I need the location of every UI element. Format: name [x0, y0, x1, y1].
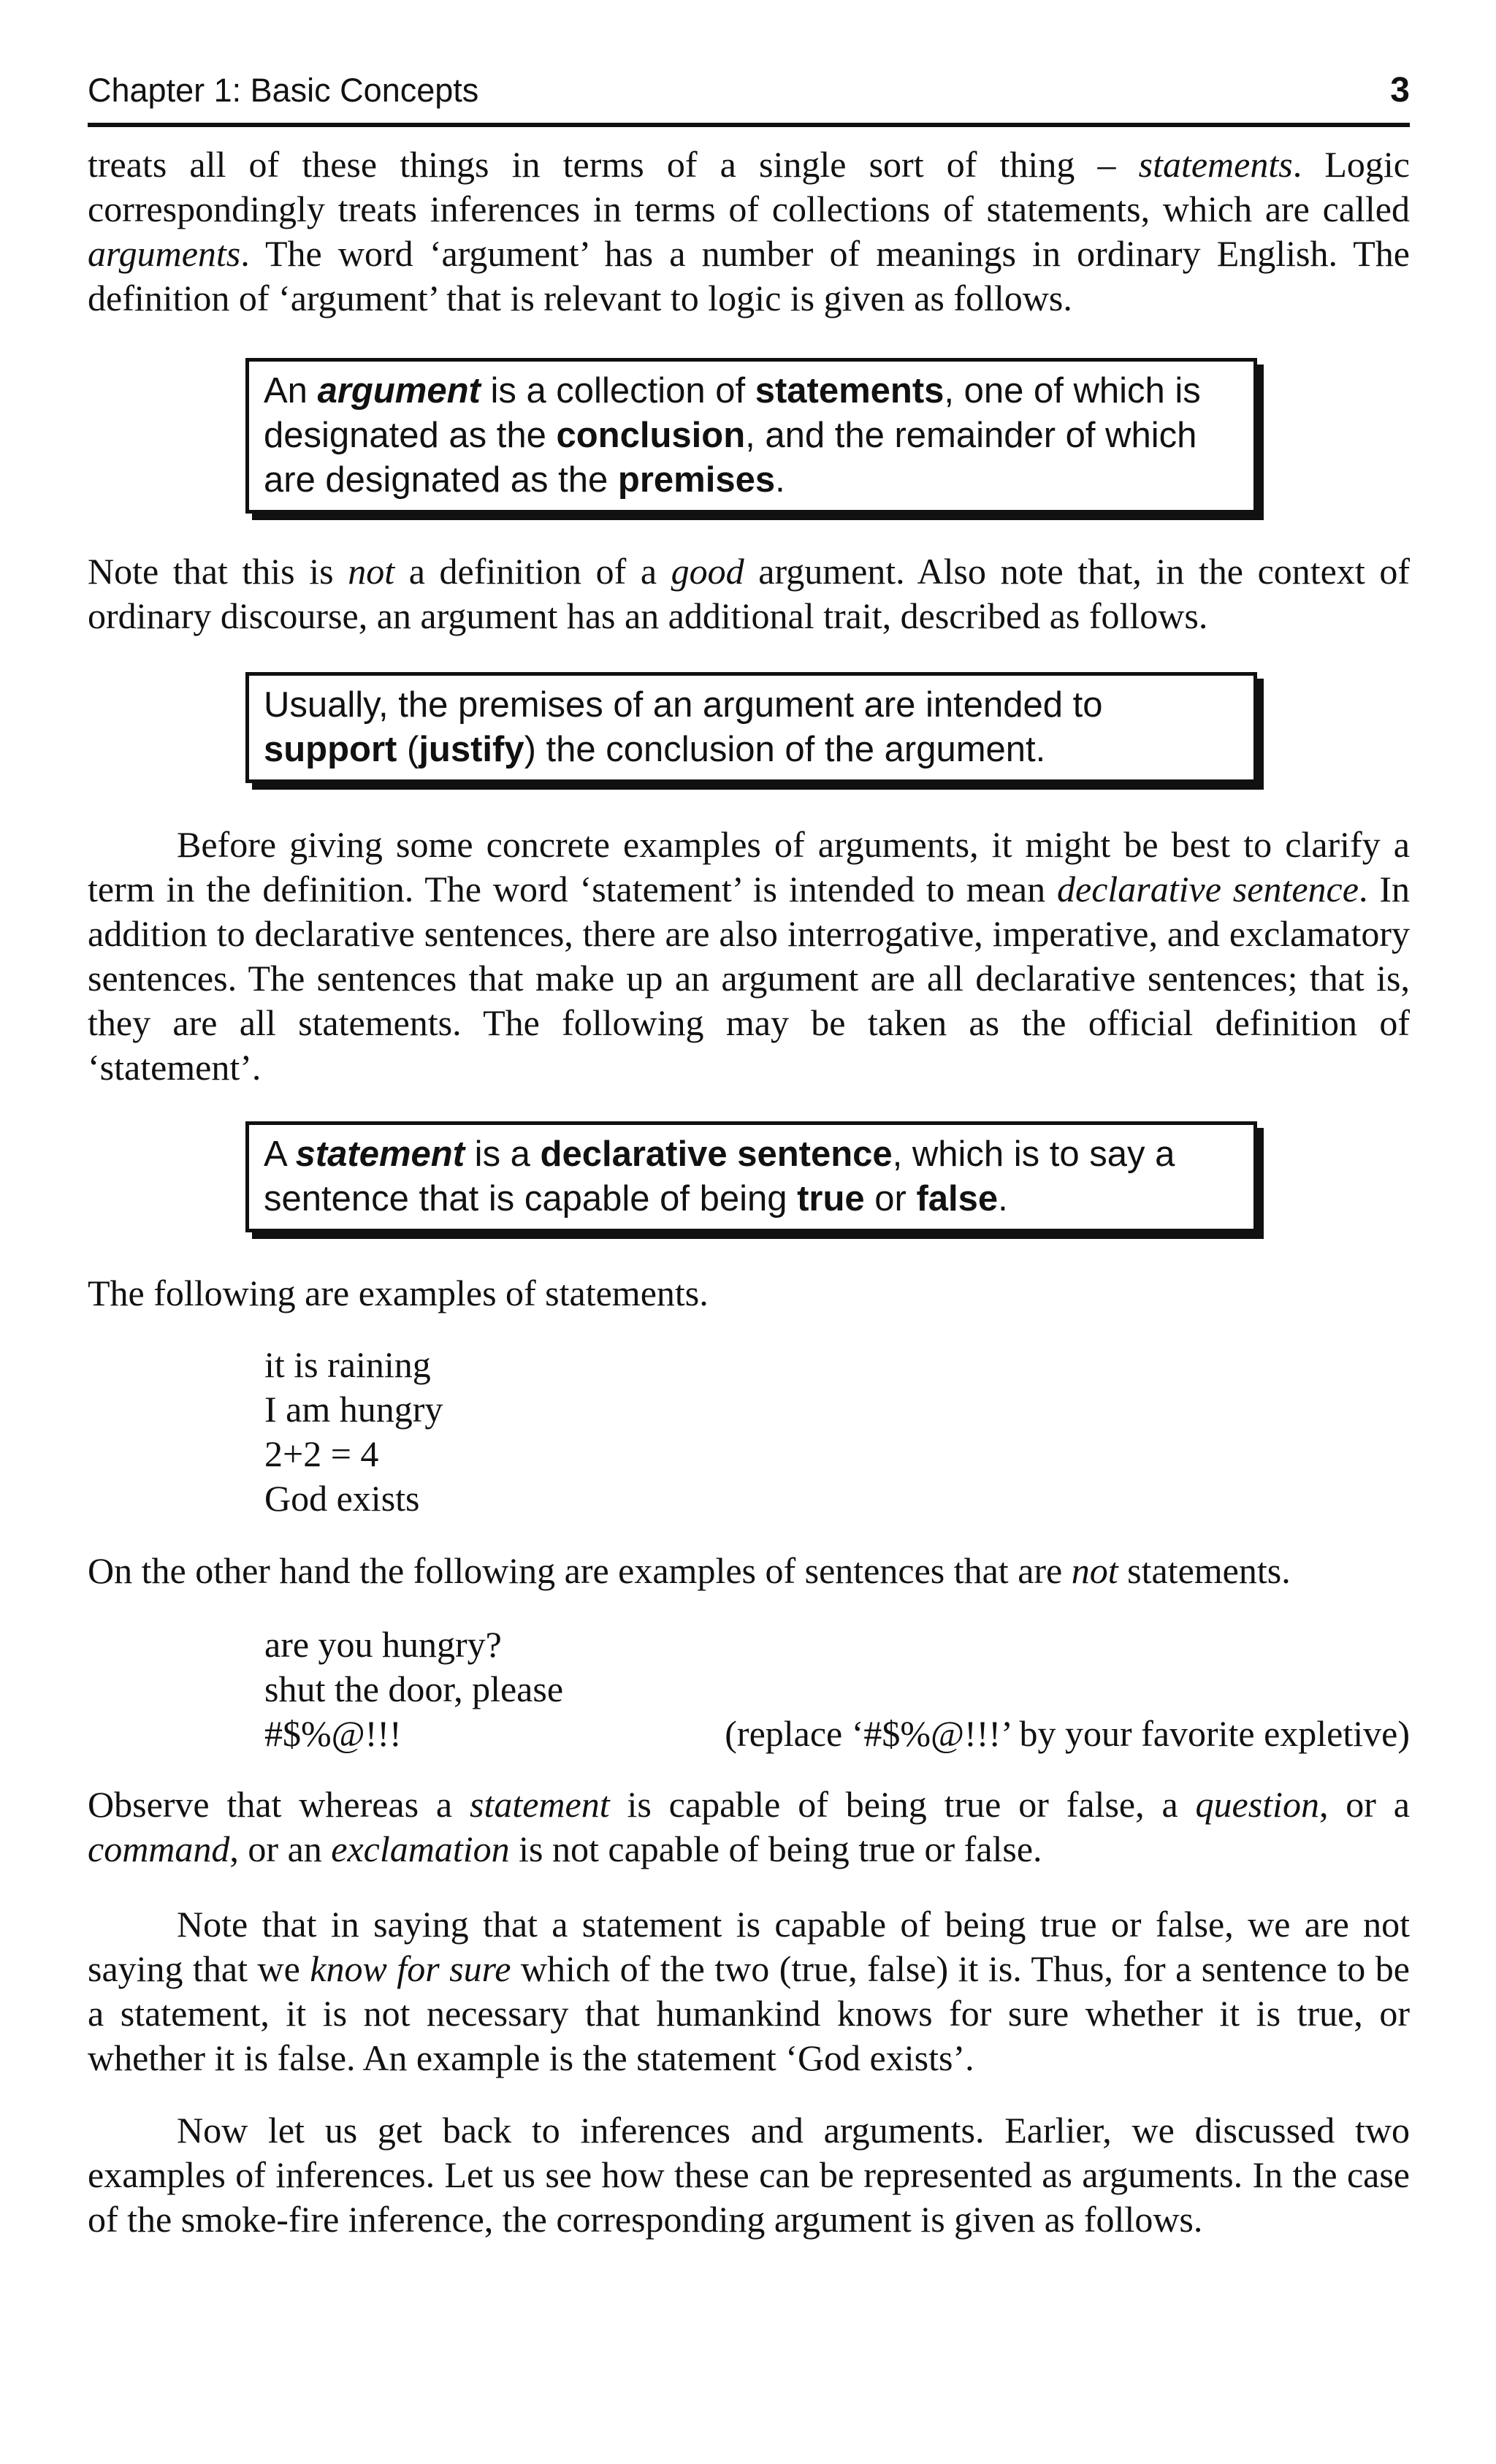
list-item: God exists [264, 1478, 420, 1519]
paragraph-2: Note that this is not a definition of a good argument. Also note that, in the context of ordinary discourse, an argument has an additional trait, described as follows. [88, 551, 1411, 636]
list-item: shut the door, please [264, 1668, 564, 1709]
list-item: 2+2 = 4 [264, 1433, 379, 1474]
definition-box-argument: An argument is a collection of statements, one of which is designated as the conclusion, and the remainder of which are designated as the premises. [245, 358, 1257, 514]
definition-box-statement: A statement is a declarative sentence, which is to say a sentence that is capable of being true or false. [245, 1121, 1257, 1232]
statement-examples [264, 1343, 443, 1521]
definition-box-support: Usually, the premises of an argument are intended to support (justify) the conclusion of the argument. [245, 672, 1257, 783]
non-statement-examples [264, 1622, 563, 1756]
page-header [88, 70, 1410, 127]
paragraph-4: The following are examples of statements. [88, 1273, 709, 1313]
chapter-title: Chapter 1: Basic Concepts [88, 72, 479, 109]
paragraph-8: Now let us get back to inferences and arguments. Earlier, we discussed two examples of inferences. Let us see how these can be represented as arguments. In the case of the smoke-fire inference, the corresponding argument is given as follows. [88, 2110, 1410, 2240]
list-item: I am hungry [264, 1389, 443, 1430]
list-item: it is raining [264, 1344, 431, 1385]
paragraph-1: treats all of these things in terms of a single sort of thing – statements. Logic correspondingly treats inferences in terms of collections of statements, which are called arguments. The word ‘argument’ has a number of meanings in ordinary English. The definition of ‘argument’ that is relevant to logic is given as follows. [88, 144, 1410, 319]
paragraph-3: Before giving some concrete examples of arguments, it might be best to clarify a term in the definition. The word ‘statement’ is intended to mean declarative sentence. In addition to declarative sentences, there are also interrogative, imperative, and exclamatory sentences. The sentences that make up an argument are all declarative sentences; that is, they are all statements. The following may be taken as the official definition of ‘statement’. [88, 824, 1410, 1088]
expletive-note: (replace ‘#$%@!!!’ by your favorite expletive) [725, 1713, 1410, 1754]
paragraph-7: Note that in saying that a statement is capable of being true or false, we are not saying that we know for sure which of the two (true, false) it is. Thus, for a sentence to be a statement, it is not necessary that humankind knows for sure whether it is true, or whether it is false. An example is the statement ‘God exists’. [88, 1904, 1410, 2078]
list-item: are you hungry? [264, 1624, 502, 1665]
paragraph-6: Observe that whereas a statement is capable of being true or false, a question, or a command, or an exclamation is not capable of being true or false. [88, 1784, 1411, 1869]
list-item: #$%@!!! [264, 1713, 402, 1754]
page-number: 3 [1390, 71, 1410, 110]
paragraph-5: On the other hand the following are examples of sentences that are not statements. [88, 1550, 1291, 1591]
